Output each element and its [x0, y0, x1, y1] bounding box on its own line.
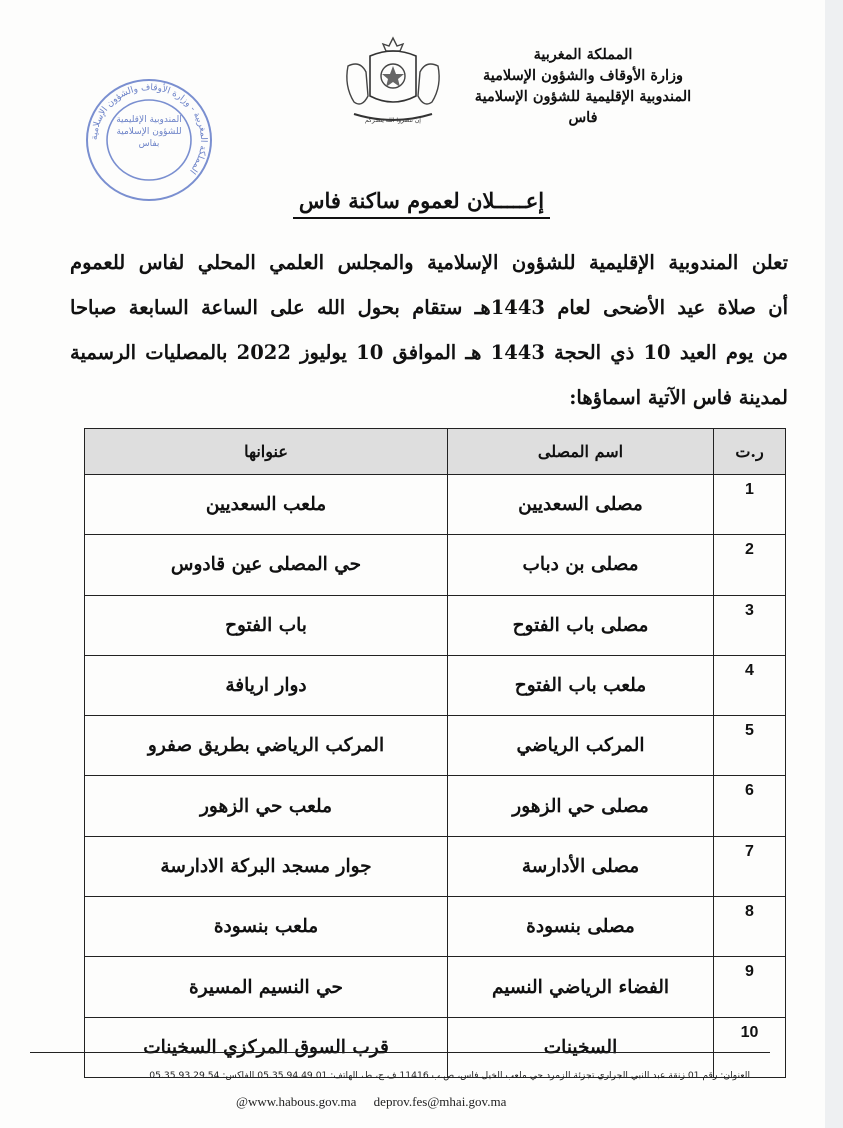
row-address: باب الفتوح	[85, 595, 448, 655]
row-name: مصلى بنسودة	[448, 897, 714, 957]
footer-contacts	[236, 1094, 520, 1110]
announcement-body	[70, 240, 788, 420]
row-num: 9	[714, 957, 786, 1017]
row-num: 6	[714, 776, 786, 836]
body-line-1: تعلن المندوبية الإقليمية للشؤون الإسلامية والمجلس العلمي المحلي لفاس للعموم	[70, 251, 788, 274]
row-name: مصلى بن دباب	[448, 535, 714, 595]
row-num: 2	[714, 535, 786, 595]
row-address: قرب السوق المركزي السخينات	[85, 1017, 448, 1077]
letterhead-line-city: فاس	[568, 109, 598, 126]
row-num: 3	[714, 595, 786, 655]
row-num: 7	[714, 836, 786, 896]
row-name: مصلى الأدارسة	[448, 836, 714, 896]
row-address: حي النسيم المسيرة	[85, 957, 448, 1017]
row-name: مصلى باب الفتوح	[448, 595, 714, 655]
table-row	[85, 535, 786, 595]
row-name: المركب الرياضي	[448, 716, 714, 776]
row-name: مصلى السعديين	[448, 475, 714, 535]
header-num: ر.ت	[714, 429, 786, 475]
body-line-4: لمدينة فاس الآتية اسماؤها:	[569, 386, 788, 409]
prayer-grounds-table	[84, 428, 786, 1078]
table-row	[85, 897, 786, 957]
official-stamp	[82, 76, 216, 204]
footer-divider	[30, 1052, 770, 1053]
table-row	[85, 475, 786, 535]
table-row	[85, 655, 786, 715]
row-address: ملعب السعديين	[85, 475, 448, 535]
table-row	[85, 1017, 786, 1077]
emblem-motto: إن تنصروا الله ينصركم	[365, 117, 421, 124]
footer-address: العنوان: رقم 01 زنقة عبد النبي الجراري تجزئة الزمرد حي ملعب الخيل فاس، ص.ب 11416 ف.ج، ط، الهاتف: 05.35.94.49.01 الفاكس: 05.35.93.29.54	[149, 1070, 750, 1081]
row-num: 10	[714, 1017, 786, 1077]
announcement-title	[0, 188, 843, 213]
body-line-3: من يوم العيد 10 ذي الحجة 1443 هـ الموافق 10 يوليوز 2022 بالمصليات الرسمية	[70, 341, 788, 364]
row-name: السخينات	[448, 1017, 714, 1077]
row-num: 8	[714, 897, 786, 957]
table-row	[85, 716, 786, 776]
page-edge	[825, 0, 843, 1128]
row-address: ملعب حي الزهور	[85, 776, 448, 836]
letterhead-line-delegation: المندوبية الإقليمية للشؤون الإسلامية	[474, 88, 692, 105]
row-address: جوار مسجد البركة الادارسة	[85, 836, 448, 896]
announcement-title-text: إعـــــلان لعموم ساكنة فاس	[293, 188, 550, 219]
row-name: الفضاء الرياضي النسيم	[448, 957, 714, 1017]
row-address: المركب الرياضي بطريق صفرو	[85, 716, 448, 776]
letterhead	[433, 44, 733, 128]
stamp-outer-text: المملكة المغربية - وزارة الأوقاف والشؤون الإسلامية	[89, 82, 209, 176]
row-num: 5	[714, 716, 786, 776]
header-address: عنوانها	[85, 429, 448, 475]
letterhead-line-kingdom: المملكة المغربية	[533, 46, 633, 63]
row-name: ملعب باب الفتوح	[448, 655, 714, 715]
table-row	[85, 595, 786, 655]
email-link[interactable]: deprov.fes@mhai.gov.ma	[373, 1094, 507, 1109]
letterhead-line-ministry: وزارة الأوقاف والشؤون الإسلامية	[483, 67, 683, 84]
header-name: اسم المصلى	[448, 429, 714, 475]
row-address: حي المصلى عين قادوس	[85, 535, 448, 595]
table-row	[85, 776, 786, 836]
coat-of-arms-emblem	[340, 36, 446, 130]
table-row	[85, 957, 786, 1017]
row-address: ملعب بنسودة	[85, 897, 448, 957]
row-num: 4	[714, 655, 786, 715]
row-address: دوار اريافة	[85, 655, 448, 715]
table-header-row	[85, 429, 786, 475]
stamp-inner-text: المندوبية الإقليمية للشؤون الإسلامية بفاس	[116, 115, 182, 149]
row-num: 1	[714, 475, 786, 535]
table-row	[85, 836, 786, 896]
body-line-2: أن صلاة عيد الأضحى لعام 1443هـ ستقام بحول الله على الساعة السابعة صباحا	[70, 296, 789, 319]
row-name: مصلى حي الزهور	[448, 776, 714, 836]
website-link[interactable]: @www.habous.gov.ma	[236, 1094, 357, 1109]
